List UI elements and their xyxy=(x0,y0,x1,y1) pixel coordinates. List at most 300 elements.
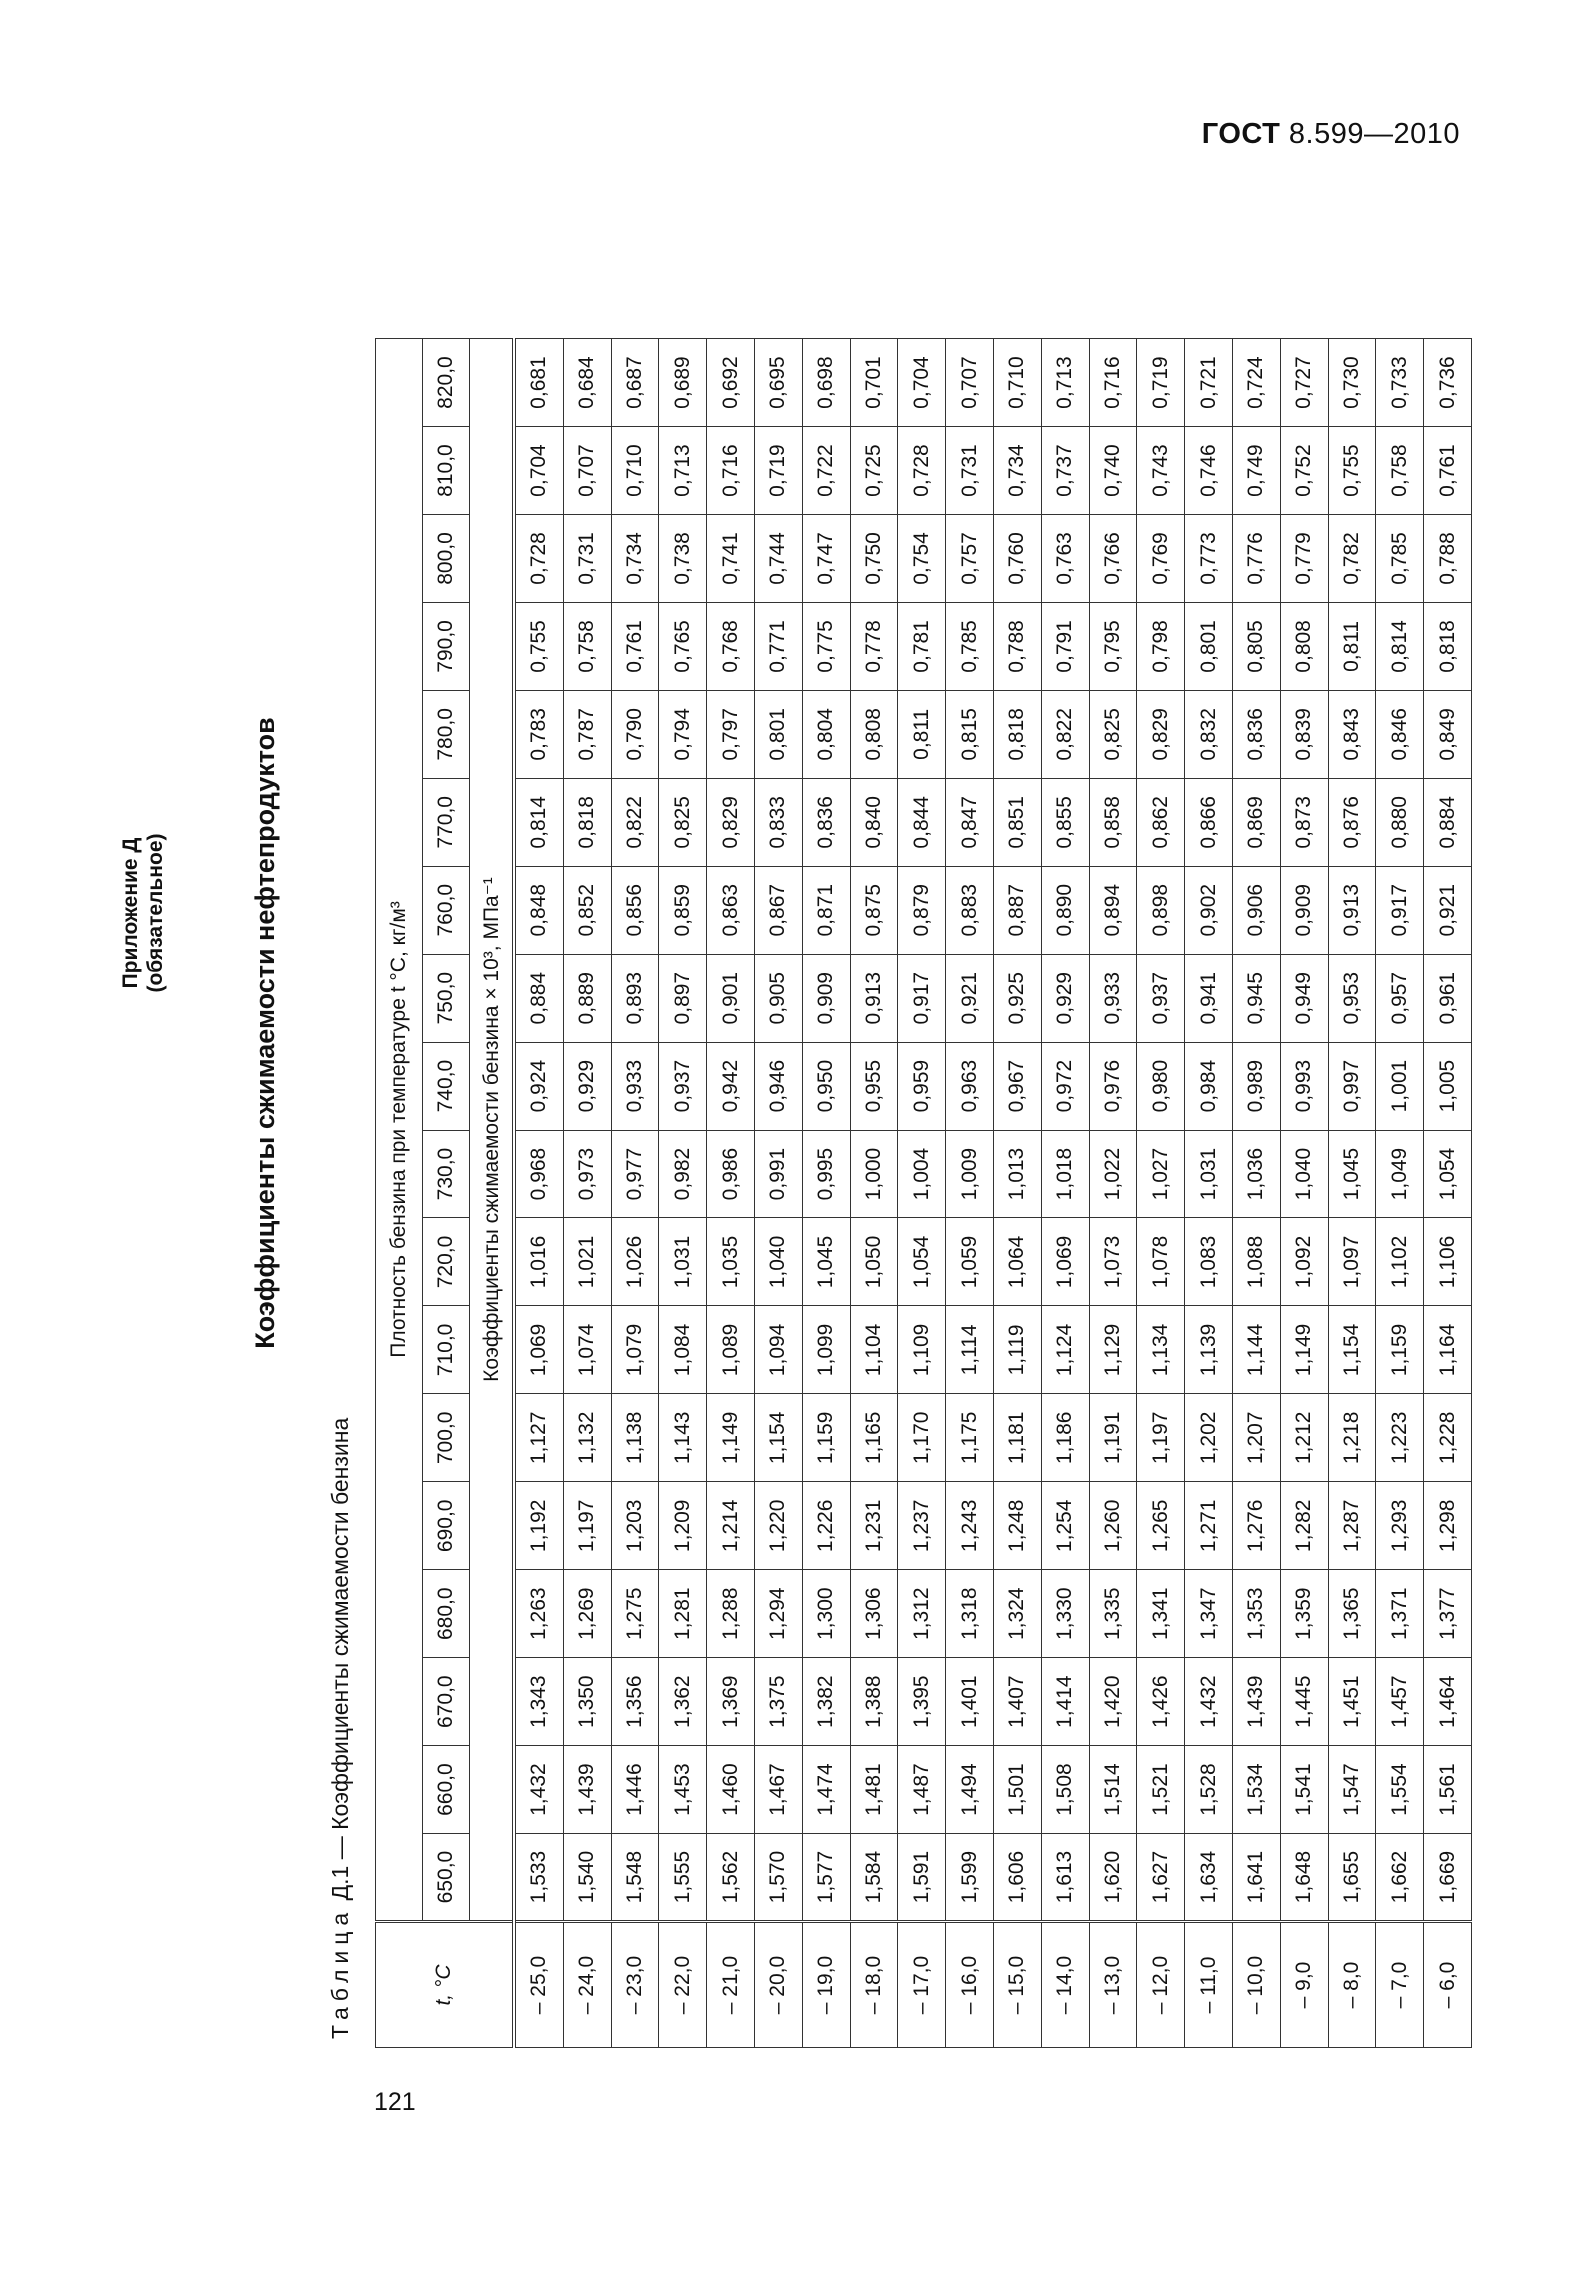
coefficient-cell: 0,811 xyxy=(1328,602,1376,690)
coefficient-cell: 1,248 xyxy=(993,1482,1041,1570)
coefficient-cell: 0,763 xyxy=(1041,515,1089,603)
coefficient-cell: 0,749 xyxy=(1232,427,1280,515)
coefficient-cell: 1,124 xyxy=(1041,1306,1089,1394)
coefficient-cell: 0,839 xyxy=(1280,690,1328,778)
coefficient-cell: 1,395 xyxy=(898,1658,946,1746)
coefficient-cell: 1,212 xyxy=(1280,1394,1328,1482)
coefficient-cell: 1,335 xyxy=(1089,1570,1137,1658)
coefficient-cell: 0,879 xyxy=(898,866,946,954)
coefficient-cell: 1,439 xyxy=(1232,1658,1280,1746)
coefficient-cell: 0,955 xyxy=(850,1042,898,1130)
coefficient-cell: 1,035 xyxy=(707,1218,755,1306)
coefficient-cell: 1,084 xyxy=(659,1306,707,1394)
coefficient-cell: 0,760 xyxy=(993,515,1041,603)
coefficient-cell: 0,913 xyxy=(850,954,898,1042)
coefficient-cell: 0,737 xyxy=(1041,427,1089,515)
gost-number: 8.599—2010 xyxy=(1288,118,1460,150)
coefficient-cell: 1,464 xyxy=(1424,1658,1472,1746)
coefficient-cell: 1,371 xyxy=(1376,1570,1424,1658)
coefficient-cell: 0,761 xyxy=(1424,427,1472,515)
coefficient-cell: 0,883 xyxy=(946,866,994,954)
density-column-header: 790,0 xyxy=(423,602,470,690)
coefficient-cell: 0,921 xyxy=(1424,866,1472,954)
coefficient-cell: 1,407 xyxy=(993,1658,1041,1746)
coefficient-cell: 0,727 xyxy=(1280,339,1328,427)
coefficient-cell: 1,191 xyxy=(1089,1394,1137,1482)
coefficient-cell: 1,154 xyxy=(754,1394,802,1482)
coefficient-cell: 1,439 xyxy=(563,1746,611,1834)
coefficient-cell: 0,695 xyxy=(754,339,802,427)
coefficient-cell: 0,829 xyxy=(707,778,755,866)
coefficient-cell: 1,554 xyxy=(1376,1746,1424,1834)
coefficient-cell: 1,164 xyxy=(1424,1306,1472,1394)
temperature-cell: – 13,0 xyxy=(1089,1922,1137,2048)
coefficient-cell: 0,713 xyxy=(1041,339,1089,427)
coefficient-cell: 1,004 xyxy=(898,1130,946,1218)
coefficient-cell: 1,282 xyxy=(1280,1482,1328,1570)
density-group-header: Плотность бензина при температуре t °C, кг/м³ xyxy=(376,339,423,1922)
coefficient-cell: 1,547 xyxy=(1328,1746,1376,1834)
coefficient-cell: 0,707 xyxy=(563,427,611,515)
coefficient-cell: 1,426 xyxy=(1137,1658,1185,1746)
temperature-cell: – 17,0 xyxy=(898,1922,946,2048)
coefficient-cell: 1,453 xyxy=(659,1746,707,1834)
coefficient-cell: 0,884 xyxy=(1424,778,1472,866)
coefficient-cell: 0,902 xyxy=(1185,866,1233,954)
coefficient-cell: 0,825 xyxy=(1089,690,1137,778)
coefficient-cell: 0,740 xyxy=(1089,427,1137,515)
coefficient-cell: 0,783 xyxy=(514,690,563,778)
coefficient-cell: 0,775 xyxy=(802,602,850,690)
coefficient-cell: 0,741 xyxy=(707,515,755,603)
coefficient-cell: 1,445 xyxy=(1280,1658,1328,1746)
coefficient-cell: 1,045 xyxy=(1328,1130,1376,1218)
temperature-column-header: t, °C xyxy=(376,1922,515,2048)
coefficient-cell: 0,766 xyxy=(1089,515,1137,603)
coefficient-cell: 1,359 xyxy=(1280,1570,1328,1658)
coefficient-cell: 0,933 xyxy=(1089,954,1137,1042)
coefficient-cell: 1,134 xyxy=(1137,1306,1185,1394)
coefficient-cell: 0,778 xyxy=(850,602,898,690)
coefficient-cell: 0,761 xyxy=(611,602,659,690)
coefficient-cell: 0,822 xyxy=(611,778,659,866)
coefficient-cell: 1,079 xyxy=(611,1306,659,1394)
coefficient-cell: 1,528 xyxy=(1185,1746,1233,1834)
coefficient-cell: 1,064 xyxy=(993,1218,1041,1306)
density-column-header: 820,0 xyxy=(423,339,470,427)
coefficient-cell: 1,170 xyxy=(898,1394,946,1482)
coefficient-cell: 0,814 xyxy=(514,778,563,866)
coefficient-group-header: Коэффициенты сжимаемости бензина × 10³, МПа⁻¹ xyxy=(470,339,515,1922)
coefficient-cell: 0,917 xyxy=(1376,866,1424,954)
coefficient-cell: 0,755 xyxy=(1328,427,1376,515)
coefficient-cell: 1,606 xyxy=(993,1834,1041,1922)
table-row xyxy=(563,339,611,2048)
coefficient-cell: 0,989 xyxy=(1232,1042,1280,1130)
coefficient-cell: 1,203 xyxy=(611,1482,659,1570)
coefficient-cell: 0,905 xyxy=(754,954,802,1042)
coefficient-cell: 0,880 xyxy=(1376,778,1424,866)
coefficient-cell: 0,986 xyxy=(707,1130,755,1218)
coefficient-cell: 1,350 xyxy=(563,1658,611,1746)
coefficient-cell: 1,013 xyxy=(993,1130,1041,1218)
page-number: 121 xyxy=(374,2088,416,2116)
coefficient-cell: 1,353 xyxy=(1232,1570,1280,1658)
coefficient-cell: 0,746 xyxy=(1185,427,1233,515)
coefficient-cell: 1,591 xyxy=(898,1834,946,1922)
coefficient-cell: 0,771 xyxy=(754,602,802,690)
coefficient-cell: 1,050 xyxy=(850,1218,898,1306)
coefficient-cell: 1,474 xyxy=(802,1746,850,1834)
coefficient-cell: 0,977 xyxy=(611,1130,659,1218)
coefficient-cell: 1,634 xyxy=(1185,1834,1233,1922)
coefficient-cell: 0,750 xyxy=(850,515,898,603)
density-column-header: 800,0 xyxy=(423,515,470,603)
coefficient-cell: 0,867 xyxy=(754,866,802,954)
coefficient-cell: 1,237 xyxy=(898,1482,946,1570)
coefficient-cell: 1,312 xyxy=(898,1570,946,1658)
coefficient-cell: 0,925 xyxy=(993,954,1041,1042)
temperature-cell: – 24,0 xyxy=(563,1922,611,2048)
coefficient-cell: 1,000 xyxy=(850,1130,898,1218)
table-row xyxy=(802,339,850,2048)
coefficient-cell: 1,401 xyxy=(946,1658,994,1746)
coefficient-cell: 0,692 xyxy=(707,339,755,427)
coefficient-cell: 0,716 xyxy=(707,427,755,515)
coefficient-cell: 0,858 xyxy=(1089,778,1137,866)
coefficient-cell: 1,231 xyxy=(850,1482,898,1570)
coefficient-cell: 1,382 xyxy=(802,1658,850,1746)
coefficient-cell: 1,669 xyxy=(1424,1834,1472,1922)
coefficient-cell: 0,815 xyxy=(946,690,994,778)
coefficient-cell: 1,377 xyxy=(1424,1570,1472,1658)
coefficient-cell: 0,933 xyxy=(611,1042,659,1130)
coefficient-cell: 0,961 xyxy=(1424,954,1472,1042)
table-row xyxy=(611,339,659,2048)
coefficient-cell: 0,704 xyxy=(898,339,946,427)
coefficient-cell: 1,214 xyxy=(707,1482,755,1570)
coefficient-cell: 1,083 xyxy=(1185,1218,1233,1306)
coefficient-cell: 0,906 xyxy=(1232,866,1280,954)
coefficient-cell: 0,724 xyxy=(1232,339,1280,427)
coefficient-cell: 0,730 xyxy=(1328,339,1376,427)
coefficient-cell: 0,804 xyxy=(802,690,850,778)
coefficient-cell: 1,186 xyxy=(1041,1394,1089,1482)
coefficient-cell: 0,942 xyxy=(707,1042,755,1130)
coefficient-cell: 0,884 xyxy=(514,954,563,1042)
coefficient-cell: 0,758 xyxy=(563,602,611,690)
coefficient-cell: 1,114 xyxy=(946,1306,994,1394)
coefficient-cell: 0,801 xyxy=(754,690,802,778)
coefficient-cell: 1,446 xyxy=(611,1746,659,1834)
coefficient-cell: 1,005 xyxy=(1424,1042,1472,1130)
density-column-header: 720,0 xyxy=(423,1218,470,1306)
coefficient-cell: 0,791 xyxy=(1041,602,1089,690)
coefficient-cell: 1,099 xyxy=(802,1306,850,1394)
coefficient-cell: 0,840 xyxy=(850,778,898,866)
coefficient-cell: 0,846 xyxy=(1376,690,1424,778)
coefficient-cell: 0,832 xyxy=(1185,690,1233,778)
coefficient-cell: 1,655 xyxy=(1328,1834,1376,1922)
coefficient-cell: 1,175 xyxy=(946,1394,994,1482)
coefficient-cell: 1,106 xyxy=(1424,1218,1472,1306)
density-column-header: 710,0 xyxy=(423,1306,470,1394)
density-column-header: 650,0 xyxy=(423,1834,470,1922)
coefficient-cell: 1,501 xyxy=(993,1746,1041,1834)
table-row xyxy=(1185,339,1233,2048)
table-row xyxy=(850,339,898,2048)
coefficient-cell: 1,031 xyxy=(1185,1130,1233,1218)
coefficient-cell: 1,487 xyxy=(898,1746,946,1834)
coefficient-cell: 0,719 xyxy=(1137,339,1185,427)
coefficient-cell: 0,773 xyxy=(1185,515,1233,603)
coefficient-cell: 0,787 xyxy=(563,690,611,778)
coefficient-cell: 1,109 xyxy=(898,1306,946,1394)
coefficient-cell: 0,798 xyxy=(1137,602,1185,690)
coefficient-cell: 1,271 xyxy=(1185,1482,1233,1570)
coefficient-cell: 1,570 xyxy=(754,1834,802,1922)
coefficient-cell: 0,873 xyxy=(1280,778,1328,866)
coefficient-cell: 1,138 xyxy=(611,1394,659,1482)
temperature-cell: – 18,0 xyxy=(850,1922,898,2048)
coefficient-cell: 0,847 xyxy=(946,778,994,866)
coefficient-cell: 1,129 xyxy=(1089,1306,1137,1394)
coefficient-cell: 1,127 xyxy=(514,1394,563,1482)
coefficient-cell: 0,963 xyxy=(946,1042,994,1130)
coefficient-cell: 0,687 xyxy=(611,339,659,427)
coefficient-cell: 0,743 xyxy=(1137,427,1185,515)
table-row xyxy=(898,339,946,2048)
coefficient-cell: 0,734 xyxy=(993,427,1041,515)
coefficient-cell: 0,716 xyxy=(1089,339,1137,427)
coefficient-cell: 1,226 xyxy=(802,1482,850,1570)
coefficient-cell: 0,890 xyxy=(1041,866,1089,954)
coefficient-cell: 1,521 xyxy=(1137,1746,1185,1834)
coefficient-cell: 0,719 xyxy=(754,427,802,515)
coefficient-cell: 1,369 xyxy=(707,1658,755,1746)
coefficient-cell: 1,481 xyxy=(850,1746,898,1834)
coefficient-cell: 0,818 xyxy=(1424,602,1472,690)
coefficient-cell: 0,957 xyxy=(1376,954,1424,1042)
coefficient-cell: 0,710 xyxy=(993,339,1041,427)
coefficient-cell: 0,782 xyxy=(1328,515,1376,603)
coefficient-cell: 1,356 xyxy=(611,1658,659,1746)
table-row xyxy=(1280,339,1328,2048)
coefficient-cell: 0,781 xyxy=(898,602,946,690)
coefficient-cell: 1,154 xyxy=(1328,1306,1376,1394)
coefficient-cell: 0,875 xyxy=(850,866,898,954)
coefficient-cell: 0,738 xyxy=(659,515,707,603)
coefficient-cell: 0,788 xyxy=(993,602,1041,690)
coefficient-cell: 1,022 xyxy=(1089,1130,1137,1218)
coefficient-cell: 1,627 xyxy=(1137,1834,1185,1922)
appendix-status: (обязательное) xyxy=(144,833,167,993)
coefficient-cell: 0,901 xyxy=(707,954,755,1042)
table-row xyxy=(993,339,1041,2048)
coefficient-cell: 1,192 xyxy=(514,1482,563,1570)
coefficient-cell: 0,862 xyxy=(1137,778,1185,866)
coefficient-cell: 0,836 xyxy=(802,778,850,866)
coefficient-cell: 1,514 xyxy=(1089,1746,1137,1834)
coefficient-cell: 1,414 xyxy=(1041,1658,1089,1746)
coefficient-cell: 0,765 xyxy=(659,602,707,690)
coefficient-cell: 0,871 xyxy=(802,866,850,954)
coefficient-cell: 0,805 xyxy=(1232,602,1280,690)
coefficient-cell: 1,031 xyxy=(659,1218,707,1306)
temperature-cell: – 22,0 xyxy=(659,1922,707,2048)
coefficient-cell: 1,149 xyxy=(707,1394,755,1482)
coefficient-cell: 0,897 xyxy=(659,954,707,1042)
coefficient-cell: 1,074 xyxy=(563,1306,611,1394)
temperature-cell: – 20,0 xyxy=(754,1922,802,2048)
coefficient-cell: 1,102 xyxy=(1376,1218,1424,1306)
coefficient-cell: 0,785 xyxy=(946,602,994,690)
coefficient-cell: 1,197 xyxy=(1137,1394,1185,1482)
coefficient-cell: 0,953 xyxy=(1328,954,1376,1042)
temperature-cell: – 6,0 xyxy=(1424,1922,1472,2048)
coefficient-cell: 1,181 xyxy=(993,1394,1041,1482)
coefficient-cell: 0,949 xyxy=(1280,954,1328,1042)
coefficient-cell: 1,584 xyxy=(850,1834,898,1922)
density-column-header: 750,0 xyxy=(423,954,470,1042)
coefficient-cell: 1,144 xyxy=(1232,1306,1280,1394)
coefficient-cell: 1,220 xyxy=(754,1482,802,1570)
coefficient-cell: 1,228 xyxy=(1424,1394,1472,1482)
coefficient-cell: 1,139 xyxy=(1185,1306,1233,1394)
coefficient-cell: 1,467 xyxy=(754,1746,802,1834)
coefficient-cell: 0,833 xyxy=(754,778,802,866)
coefficient-cell: 1,054 xyxy=(898,1218,946,1306)
coefficient-cell: 1,330 xyxy=(1041,1570,1089,1658)
coefficient-cell: 1,260 xyxy=(1089,1482,1137,1570)
coefficient-cell: 0,713 xyxy=(659,427,707,515)
coefficient-cell: 1,620 xyxy=(1089,1834,1137,1922)
coefficient-cell: 0,855 xyxy=(1041,778,1089,866)
coefficient-cell: 0,844 xyxy=(898,778,946,866)
coefficient-cell: 0,818 xyxy=(993,690,1041,778)
appendix-title: Приложение Д xyxy=(119,837,142,989)
coefficient-cell: 1,548 xyxy=(611,1834,659,1922)
table-row xyxy=(707,339,755,2048)
coefficient-cell: 0,848 xyxy=(514,866,563,954)
coefficient-cell: 1,318 xyxy=(946,1570,994,1658)
coefficient-cell: 1,288 xyxy=(707,1570,755,1658)
coefficient-cell: 0,698 xyxy=(802,339,850,427)
coefficient-cell: 1,287 xyxy=(1328,1482,1376,1570)
coefficient-cell: 0,731 xyxy=(563,515,611,603)
coefficient-cell: 0,811 xyxy=(898,690,946,778)
coefficient-cell: 0,913 xyxy=(1328,866,1376,954)
coefficient-cell: 1,265 xyxy=(1137,1482,1185,1570)
temperature-cell: – 16,0 xyxy=(946,1922,994,2048)
coefficient-cell: 0,945 xyxy=(1232,954,1280,1042)
coefficient-cell: 1,451 xyxy=(1328,1658,1376,1746)
table-body xyxy=(514,339,1471,2048)
coefficient-cell: 0,785 xyxy=(1376,515,1424,603)
coefficient-cell: 1,159 xyxy=(1376,1306,1424,1394)
coefficient-cell: 0,754 xyxy=(898,515,946,603)
coefficient-cell: 0,929 xyxy=(1041,954,1089,1042)
temperature-cell: – 12,0 xyxy=(1137,1922,1185,2048)
coefficient-cell: 1,494 xyxy=(946,1746,994,1834)
coefficient-cell: 0,843 xyxy=(1328,690,1376,778)
density-column-header: 770,0 xyxy=(423,778,470,866)
temperature-cell: – 15,0 xyxy=(993,1922,1041,2048)
coefficient-cell: 1,223 xyxy=(1376,1394,1424,1482)
coefficient-header-row xyxy=(470,339,515,2048)
coefficient-cell: 0,769 xyxy=(1137,515,1185,603)
coefficient-cell: 1,375 xyxy=(754,1658,802,1746)
coefficient-cell: 1,243 xyxy=(946,1482,994,1570)
gost-label: ГОСТ xyxy=(1201,118,1281,150)
coefficient-cell: 0,797 xyxy=(707,690,755,778)
coefficient-cell: 0,909 xyxy=(1280,866,1328,954)
coefficient-cell: 0,968 xyxy=(514,1130,563,1218)
coefficient-cell: 0,967 xyxy=(993,1042,1041,1130)
coefficient-cell: 1,009 xyxy=(946,1130,994,1218)
coefficient-cell: 0,728 xyxy=(514,515,563,603)
table-row xyxy=(1328,339,1376,2048)
coefficient-cell: 0,808 xyxy=(850,690,898,778)
table-row xyxy=(1137,339,1185,2048)
table-row xyxy=(1089,339,1137,2048)
coefficient-cell: 1,069 xyxy=(1041,1218,1089,1306)
coefficient-cell: 1,045 xyxy=(802,1218,850,1306)
coefficient-cell: 1,036 xyxy=(1232,1130,1280,1218)
temperature-cell: – 8,0 xyxy=(1328,1922,1376,2048)
coefficient-cell: 1,073 xyxy=(1089,1218,1137,1306)
coefficient-cell: 1,613 xyxy=(1041,1834,1089,1922)
coefficient-cell: 0,814 xyxy=(1376,602,1424,690)
coefficient-cell: 1,562 xyxy=(707,1834,755,1922)
coefficient-cell: 1,362 xyxy=(659,1658,707,1746)
coefficient-cell: 0,808 xyxy=(1280,602,1328,690)
coefficient-cell: 1,460 xyxy=(707,1746,755,1834)
coefficient-cell: 0,972 xyxy=(1041,1042,1089,1130)
density-column-header: 780,0 xyxy=(423,690,470,778)
table-caption-prefix: Таблица xyxy=(327,1906,353,2039)
coefficient-cell: 0,790 xyxy=(611,690,659,778)
coefficient-cell: 0,818 xyxy=(563,778,611,866)
coefficient-cell: 0,776 xyxy=(1232,515,1280,603)
coefficient-cell: 1,021 xyxy=(563,1218,611,1306)
coefficient-cell: 1,269 xyxy=(563,1570,611,1658)
coefficient-cell: 1,508 xyxy=(1041,1746,1089,1834)
coefficient-cell: 1,094 xyxy=(754,1306,802,1394)
coefficient-cell: 1,218 xyxy=(1328,1394,1376,1482)
coefficient-cell: 0,731 xyxy=(946,427,994,515)
coefficient-cell: 0,929 xyxy=(563,1042,611,1130)
coefficient-cell: 1,016 xyxy=(514,1218,563,1306)
coefficient-cell: 0,801 xyxy=(1185,602,1233,690)
coefficient-cell: 1,662 xyxy=(1376,1834,1424,1922)
coefficient-cell: 0,993 xyxy=(1280,1042,1328,1130)
coefficient-cell: 0,822 xyxy=(1041,690,1089,778)
coefficient-cell: 0,681 xyxy=(514,339,563,427)
coefficient-cell: 0,898 xyxy=(1137,866,1185,954)
density-column-header: 760,0 xyxy=(423,866,470,954)
coefficient-cell: 0,701 xyxy=(850,339,898,427)
coefficient-cell: 0,721 xyxy=(1185,339,1233,427)
coefficient-cell: 1,059 xyxy=(946,1218,994,1306)
coefficient-cell: 1,388 xyxy=(850,1658,898,1746)
coefficient-cell: 1,275 xyxy=(611,1570,659,1658)
coefficient-cell: 0,733 xyxy=(1376,339,1424,427)
coefficient-cell: 0,707 xyxy=(946,339,994,427)
coefficient-cell: 1,541 xyxy=(1280,1746,1328,1834)
coefficient-cell: 1,119 xyxy=(993,1306,1041,1394)
table-row xyxy=(659,339,707,2048)
